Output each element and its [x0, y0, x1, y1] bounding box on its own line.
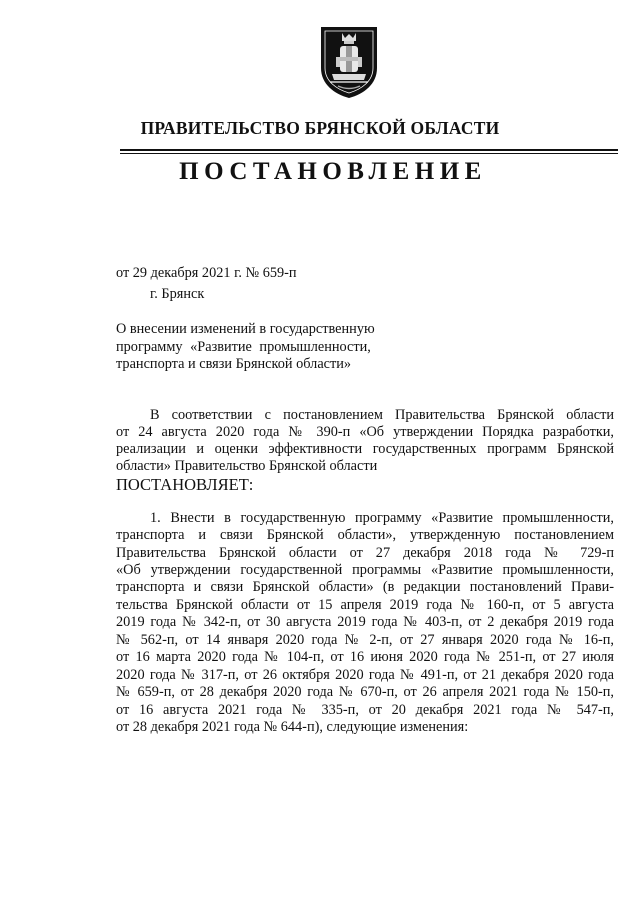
- item-line: 1. Внести в государственную программу «Развитие промышленности,: [150, 510, 614, 526]
- preamble-line: от 24 августа 2020 года № 390-п «Об утверждении Порядка разработки,: [116, 424, 614, 440]
- item-line: от 16 августа 2021 года № 335-п, от 20 декабря 2021 года № 547-п,: [116, 702, 614, 718]
- document-type-title: ПОСТАНОВЛЕНИЕ: [179, 158, 487, 185]
- item-line: Правительства Брянской области от 27 декабря 2018 года № 729-п: [116, 545, 614, 561]
- item-line: 2019 года № 342-п, от 30 августа 2019 года № 403-п, от 2 декабря 2019 года: [116, 614, 614, 630]
- item-line: транспорта и связи Брянской области», утвержденную постановлением: [116, 527, 614, 543]
- government-name: ПРАВИТЕЛЬСТВО БРЯНСКОЙ ОБЛАСТИ: [140, 118, 500, 138]
- document-city: г. Брянск: [150, 286, 205, 302]
- coat-of-arms-emblem: [318, 24, 380, 100]
- item-line: № 659-п, от 28 декабря 2020 года № 670-п, от 26 апреля 2021 года № 150-п,: [116, 684, 614, 700]
- subject-line: программу «Развитие промышленности,: [116, 339, 371, 355]
- header-rule-thick: [120, 149, 618, 151]
- item-line: «Об утверждении государственной программы «Развитие промышленности,: [116, 562, 614, 578]
- decree-word: ПОСТАНОВЛЯЕТ:: [116, 475, 254, 494]
- item-line: тельства Брянской области от 15 апреля 2019 года № 160-п, от 5 августа: [116, 597, 614, 613]
- item-line: 2020 года № 317-п, от 26 октября 2020 года № 491-п, от 21 декабря 2020 года: [116, 667, 614, 683]
- preamble-line: В соответствии с постановлением Правительства Брянской области: [150, 407, 614, 423]
- preamble-line: реализации и оценки эффективности государственных программ Брянской: [116, 441, 614, 457]
- item-line: от 28 декабря 2021 года № 644-п), следующие изменения:: [116, 719, 469, 735]
- subject-line: транспорта и связи Брянской области»: [116, 356, 352, 372]
- header-rule-thin: [120, 153, 618, 154]
- subject-line: О внесении изменений в государственную: [116, 321, 375, 337]
- preamble-line: области» Правительство Брянской области: [116, 458, 378, 474]
- item-line: транспорта и связи Брянской области» (в редакции постановлений Прави-: [116, 579, 614, 595]
- document-date-number: от 29 декабря 2021 г. № 659-п: [116, 265, 297, 281]
- item-line: № 562-п, от 14 января 2020 года № 2-п, от 27 января 2020 года № 16-п,: [116, 632, 614, 648]
- item-line: от 16 марта 2020 года № 104-п, от 16 июня 2020 года № 251-п, от 27 июля: [116, 649, 614, 665]
